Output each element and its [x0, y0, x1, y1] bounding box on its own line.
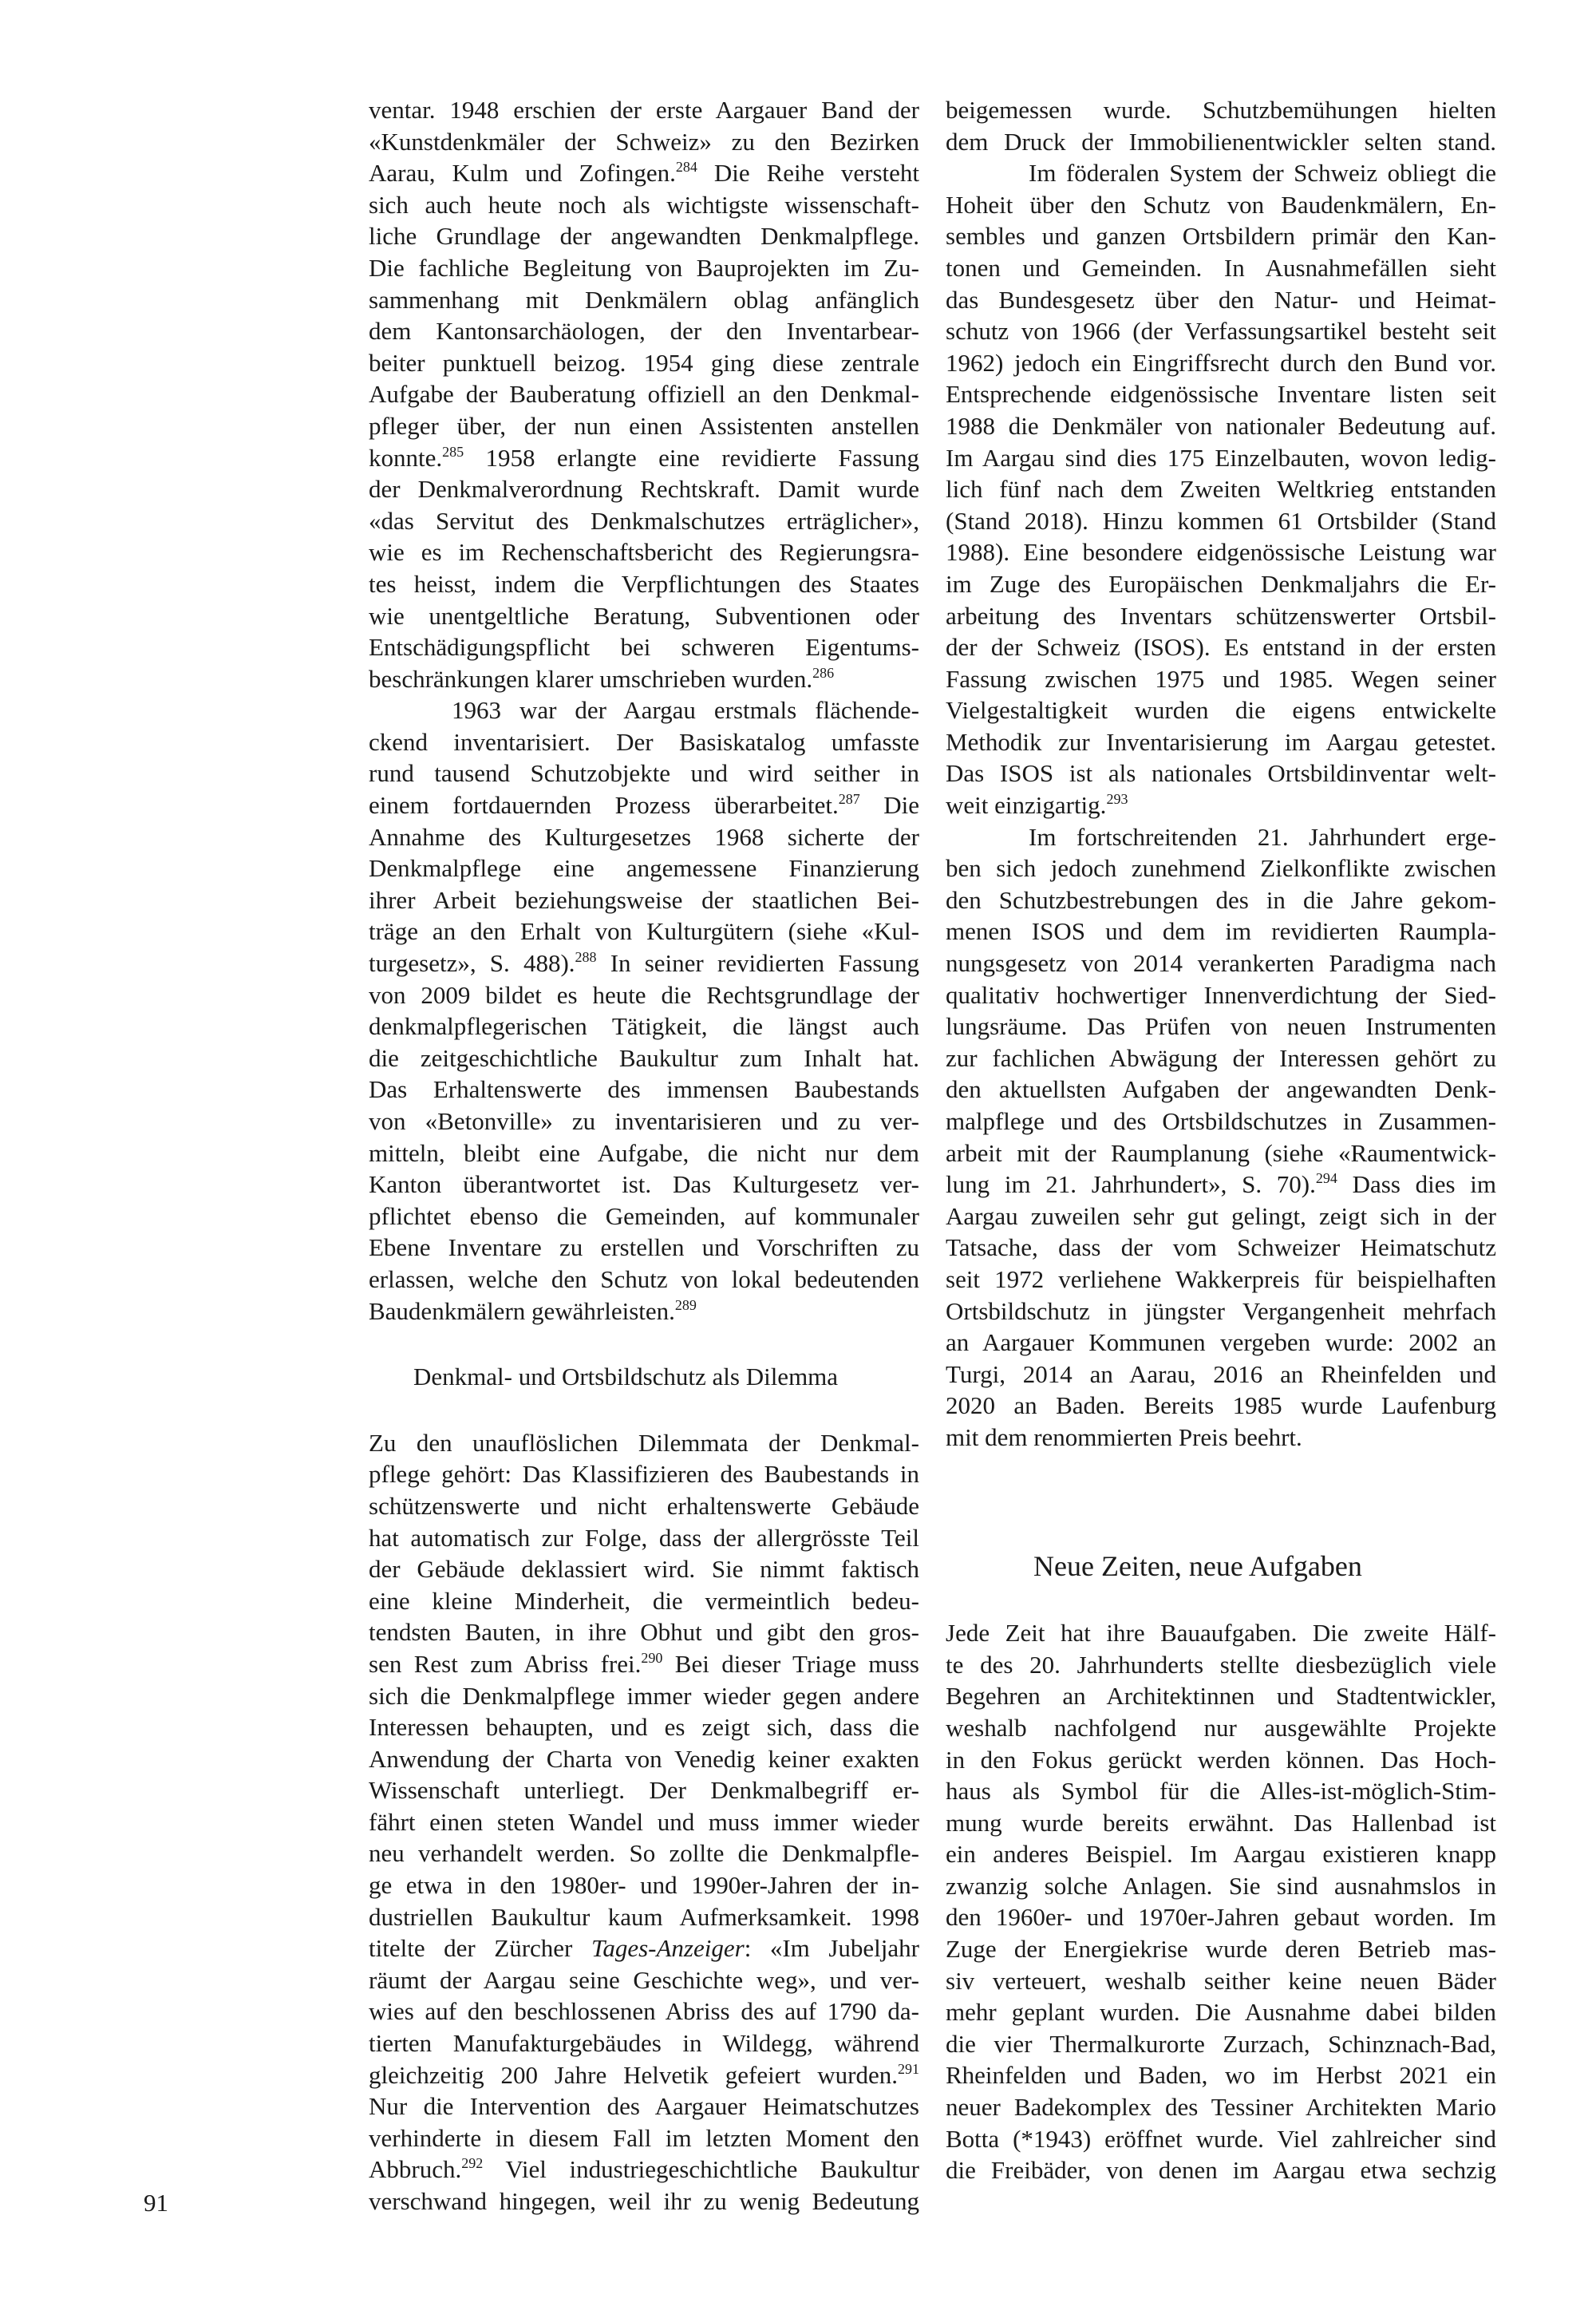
text-line — [369, 2059, 919, 2091]
text-line: siv verteuert, weshalb seither keine neuen Bäder — [946, 1966, 1496, 1995]
text-line: sembles und ganzen Ortsbildern primär den Kan- — [946, 222, 1496, 251]
text-line: sammenhang mit Denkmälern oblag anfänglich — [369, 285, 919, 314]
text-line: im Zuge des Europäischen Denkmaljahrs die Er- — [946, 569, 1496, 598]
right-text-column — [946, 94, 1496, 2186]
text-line — [369, 157, 919, 189]
text-line: ge etwa in den 1980er- und 1990er-Jahren der in- — [369, 1871, 919, 1900]
text-line: Denkmalpflege eine angemessene Finanzierung — [369, 854, 919, 883]
text-line: Turgi, 2014 an Aarau, 2016 an Rheinfelden und — [946, 1359, 1496, 1388]
text-line: Ebene Inventare zu erstellen und Vorschriften zu — [369, 1233, 919, 1262]
text-line: fährt einen steten Wandel und muss immer wieder — [369, 1807, 919, 1836]
text-line — [369, 2154, 919, 2186]
text-line: zwanzig solche Anlagen. Sie sind ausnahmslos in — [946, 1871, 1496, 1900]
text-segment: weit einzigartig. — [946, 791, 1107, 820]
text-segment: lung im 21. Jahrhundert», S. 70). — [946, 1170, 1316, 1199]
text-line — [369, 1648, 919, 1680]
text-line: tierten Manufakturgebäudes in Wildegg, während — [369, 2029, 919, 2058]
text-line: der Gebäude deklassiert wird. Sie nimmt faktisch — [369, 1555, 919, 1584]
text-line: liche Grundlage der angewandten Denkmalpflege. — [369, 222, 919, 251]
section-heading: Neue Zeiten, neue Aufgaben — [1033, 1549, 1362, 1582]
text-segment: Abbruch. — [369, 2155, 462, 2184]
paragraph — [369, 1427, 919, 2217]
text-line: Im Aargau sind dies 175 Einzelbauten, wovon ledig- — [946, 443, 1496, 472]
text-line: Das Erhaltenswerte des immensen Baubestands — [369, 1075, 919, 1104]
text-line: beigemessen wurde. Schutzbemühungen hielten — [946, 96, 1496, 124]
text-line: der der Schweiz (ISOS). Es entstand in der ersten — [946, 633, 1496, 662]
text-line: Aufgabe der Bauberatung offiziell an den Denkmal- — [369, 380, 919, 409]
text-line: Fassung zwischen 1975 und 1985. Wegen seiner — [946, 664, 1496, 693]
text-line: dem Kantonsarchäologen, der den Inventarbear- — [369, 317, 919, 346]
text-segment: Die Reihe versteht — [697, 159, 919, 188]
text-line: Ortsbildschutz in jüngster Vergangenheit mehrfach — [946, 1296, 1496, 1325]
text-line: ein anderes Beispiel. Im Aargau existieren knapp — [946, 1840, 1496, 1869]
text-line: neuer Badekomplex des Tessiner Architekten Mario — [946, 2093, 1496, 2122]
text-line: die zeitgeschichtliche Baukultur zum Inhalt hat. — [369, 1043, 919, 1072]
text-line: rund tausend Schutzobjekte und wird seither in — [369, 759, 919, 788]
text-line — [369, 663, 919, 695]
text-line — [369, 442, 919, 474]
text-line: Begehren an Architektinnen und Stadtentwickler, — [946, 1682, 1496, 1711]
footnote-ref[interactable]: 285 — [442, 443, 464, 460]
paragraph — [946, 1617, 1496, 2186]
text-line: 1988 die Denkmäler von nationaler Bedeutung auf. — [946, 411, 1496, 440]
text-segment: In seiner revidierten Fassung — [596, 949, 919, 978]
footnote-ref[interactable]: 292 — [461, 2155, 484, 2172]
text-line: Interessen behaupten, und es zeigt sich, dass die — [369, 1713, 919, 1742]
text-line: arbeit mit der Raumplanung (siehe «Raumentwick- — [946, 1138, 1496, 1167]
text-line: tonen und Gemeinden. In Ausnahmefällen sieht — [946, 253, 1496, 282]
text-line: pfleger über, der nun einen Assistenten anstellen — [369, 411, 919, 440]
text-line: Zuge der Energiekrise wurde deren Betrieb mas- — [946, 1935, 1496, 1964]
text-line: denkmalpflegerischen Tätigkeit, die längst auch — [369, 1012, 919, 1041]
text-line: erlassen, welche den Schutz von lokal bedeutenden — [369, 1264, 919, 1293]
text-line: wie es im Rechenschaftsbericht des Regierungsra- — [369, 538, 919, 567]
text-line: ckend inventarisiert. Der Basiskatalog umfasste — [369, 727, 919, 756]
text-line: 1962) jedoch ein Eingriffsrecht durch den Bund vor. — [946, 348, 1496, 377]
text-line — [369, 1932, 919, 1964]
text-line: Das ISOS ist als nationales Ortsbildinventar welt- — [946, 759, 1496, 788]
text-line: dem Druck der Immobilienentwickler selten stand. — [946, 127, 1496, 156]
paragraph — [369, 694, 919, 1327]
text-line: Rheinfelden und Baden, wo im Herbst 2021 ein — [946, 2061, 1496, 2090]
footnote-ref[interactable]: 288 — [575, 949, 597, 966]
text-line: den Schutzbestrebungen des in die Jahre gekom- — [946, 885, 1496, 914]
text-line: Nur die Intervention des Aargauer Heimatschutzes — [369, 2092, 919, 2121]
text-line: wie unentgeltliche Beratung, Subventionen oder — [369, 601, 919, 630]
text-line: räumt der Aargau seine Geschichte weg», und ver- — [369, 1965, 919, 1994]
paragraph — [946, 94, 1496, 157]
footnote-ref[interactable]: 290 — [641, 1649, 663, 1666]
left-text-column — [369, 94, 919, 2217]
text-line: Botta (*1943) eröffnet wurde. Viel zahlreicher sind — [946, 2124, 1496, 2153]
text-line: mung wurde bereits erwähnt. Das Hallenbad ist — [946, 1808, 1496, 1837]
text-segment: 1958 erlangte eine revidierte Fassung — [464, 443, 919, 472]
text-line: den aktuellsten Aufgaben der angewandten Denk- — [946, 1075, 1496, 1104]
text-line: lich fünf nach dem Zweiten Weltkrieg entstanden — [946, 475, 1496, 504]
text-segment: Viel industriegeschichtliche Baukultur — [483, 2155, 919, 2184]
text-line: te des 20. Jahrhunderts stellte diesbezüglich viele — [946, 1650, 1496, 1679]
text-line: Die fachliche Begleitung von Bauprojekten im Zu- — [369, 253, 919, 282]
text-line: Hoheit über den Schutz von Baudenkmälern, En- — [946, 190, 1496, 219]
text-line: eine kleine Minderheit, die vermeintlich bedeu- — [369, 1586, 919, 1615]
text-line: Vielgestaltigkeit wurden die eigens entwickelte — [946, 696, 1496, 725]
text-segment: : «Im Jubeljahr — [744, 1934, 919, 1963]
text-segment: einem fortdauernden Prozess überarbeitet. — [369, 791, 839, 820]
text-segment: Die — [859, 791, 919, 820]
text-line: 2020 an Baden. Bereits 1985 wurde Laufenburg — [946, 1391, 1496, 1420]
text-line: mehr geplant wurden. Die Ausnahme dabei bilden — [946, 1998, 1496, 2027]
text-segment: Baudenkmälern gewährleisten. — [369, 1296, 675, 1325]
text-line: arbeitung des Inventars schützenswerter Ortsbil- — [946, 601, 1496, 630]
text-line: verhinderte in diesem Fall im letzten Moment den — [369, 2123, 919, 2152]
text-line: von 2009 bildet es heute die Rechtsgrundlage der — [369, 980, 919, 1009]
footnote-ref[interactable]: 289 — [674, 1296, 697, 1313]
text-line: wies auf den beschlossenen Abriss des auf 1790 da- — [369, 1997, 919, 2026]
text-line: mit dem renommierten Preis beehrt. — [946, 1422, 1302, 1451]
text-line: Annahme des Kulturgesetzes 1968 sicherte der — [369, 822, 919, 851]
text-line: (Stand 2018). Hinzu kommen 61 Ortsbilder (Stand — [946, 506, 1496, 535]
text-line: der Denkmalverordnung Rechtskraft. Damit wurde — [369, 475, 919, 504]
text-line: dustriellen Baukultur kaum Aufmerksamkeit. 1998 — [369, 1902, 919, 1931]
text-line: Aargau zuweilen sehr gut gelingt, zeigt sich in der — [946, 1201, 1496, 1230]
text-line: ventar. 1948 erschien der erste Aargauer Band der — [369, 96, 919, 124]
text-line: Methodik zur Inventarisierung im Aargau getestet. — [946, 727, 1496, 756]
text-line: nungsgesetz von 2014 verankerten Paradigma nach — [946, 949, 1496, 978]
text-line: Wissenschaft unterliegt. Der Denkmalbegriff er- — [369, 1776, 919, 1805]
text-line: Entsprechende eidgenössische Inventare listen seit — [946, 380, 1496, 409]
text-line: die vier Thermalkurorte Zurzach, Schinznach-Bad, — [946, 2029, 1496, 2058]
footnote-ref[interactable]: 294 — [1315, 1170, 1337, 1187]
text-line: Anwendung der Charta von Venedig keiner exakten — [369, 1744, 919, 1773]
text-line: Entschädigungspflicht bei schweren Eigentums- — [369, 633, 919, 662]
text-line: qualitativ hochwertiger Innenverdichtung der Sied- — [946, 980, 1496, 1009]
text-line: Im föderalen System der Schweiz obliegt die — [1029, 159, 1496, 188]
text-line: «das Servitut des Denkmalschutzes erträglicher», — [369, 506, 919, 535]
text-line: die Freibäder, von denen im Aargau etwa sechzig — [946, 2156, 1496, 2185]
text-line: Jede Zeit hat ihre Bauaufgaben. Die zweite Hälf- — [946, 1619, 1496, 1648]
text-line: zur fachlichen Abwägung der Interessen gehört zu — [946, 1043, 1496, 1072]
footnote-ref[interactable]: 286 — [812, 664, 835, 681]
text-line: Im fortschreitenden 21. Jahrhundert erge- — [1029, 822, 1496, 851]
text-line: menen ISOS und dem im revidierten Raumpla- — [946, 917, 1496, 946]
text-segment: titelte der Zürcher — [369, 1934, 591, 1963]
text-segment: konnte. — [369, 443, 443, 472]
text-line: das Bundesgesetz über den Natur- und Heimat- — [946, 285, 1496, 314]
section-heading: Denkmal- und Ortsbildschutz als Dilemma — [413, 1363, 839, 1391]
paragraph — [946, 157, 1496, 821]
text-line — [946, 1169, 1496, 1201]
text-line: seit 1972 verliehene Wakkerpreis für beispielhaften — [946, 1264, 1496, 1293]
paragraph — [946, 821, 1496, 1454]
text-line: hat automatisch zur Folge, dass der allergrösste Teil — [369, 1523, 919, 1552]
text-line: weshalb nachfolgend nur ausgewählte Projekte — [946, 1713, 1496, 1742]
text-line: ben sich jedoch zunehmend Zielkonflikte zwischen — [946, 854, 1496, 883]
text-line — [369, 1295, 919, 1327]
text-line: lungsräume. Das Prüfen von neuen Instrumenten — [946, 1012, 1496, 1041]
text-line: mitteln, bleibt eine Aufgabe, die nicht nur dem — [369, 1138, 919, 1167]
text-line: 1988). Eine besondere eidgenössische Leistung war — [946, 538, 1496, 567]
text-line: an Aargauer Kommunen vergeben wurde: 2002 an — [946, 1328, 1496, 1357]
text-line: sich auch heute noch als wichtigste wissenschaft- — [369, 190, 919, 219]
text-line — [369, 789, 919, 821]
footnote-ref[interactable]: 284 — [675, 159, 697, 176]
text-line: Kanton überantwortet ist. Das Kulturgesetz ver- — [369, 1170, 919, 1199]
text-segment: beschränkungen klarer umschrieben wurden. — [369, 664, 813, 693]
text-line: pflichtet ebenso die Gemeinden, auf kommunaler — [369, 1201, 919, 1230]
text-line: Zu den unauflöslichen Dilemmata der Denkmal- — [369, 1428, 919, 1457]
text-segment: Dass dies im — [1337, 1170, 1497, 1199]
text-line: den 1960er- und 1970er-Jahren gebaut worden. Im — [946, 1903, 1496, 1932]
text-segment: sen Rest zum Abriss frei. — [369, 1649, 642, 1678]
text-line: schutz von 1966 (der Verfassungsartikel besteht seit — [946, 317, 1496, 346]
text-line: beiter punktuell beizog. 1954 ging diese zentrale — [369, 348, 919, 377]
text-line: tendsten Bauten, in ihre Obhut und gibt den gros- — [369, 1618, 919, 1647]
text-line: malpflege und des Ortsbildschutzes in Zusammen- — [946, 1107, 1496, 1135]
text-line: in den Fokus gerückt werden können. Das Hoch- — [946, 1745, 1496, 1774]
text-line: neu verhandelt werden. So zollte die Denkmalpfle- — [369, 1839, 919, 1868]
text-line — [946, 789, 1496, 821]
text-line: Tatsache, dass der vom Schweizer Heimatschutz — [946, 1233, 1496, 1262]
footnote-ref[interactable]: 291 — [898, 2060, 919, 2077]
text-line: sich die Denkmalpflege immer wieder gegen andere — [369, 1681, 919, 1710]
text-segment: gleichzeitig 200 Jahre Helvetik gefeiert wurden. — [369, 2060, 898, 2089]
footnote-ref[interactable]: 293 — [1106, 791, 1128, 808]
text-line: haus als Symbol für die Alles-ist-möglich-Stim- — [946, 1777, 1496, 1806]
page-number: 91 — [144, 2189, 168, 2217]
text-line: verschwand hingegen, weil ihr zu wenig Bedeutung — [369, 2187, 919, 2215]
text-segment: Aarau, Kulm und Zofingen. — [369, 159, 676, 188]
text-line: tes heisst, indem die Verpflichtungen des Staates — [369, 569, 919, 598]
text-line: schützenswerte und nicht erhaltenswerte Gebäude — [369, 1491, 919, 1520]
newspaper-title: Tages-Anzeiger — [591, 1934, 745, 1963]
text-segment: Bei dieser Triage muss — [662, 1649, 919, 1678]
text-line: von «Betonville» zu inventarisieren und zu ver- — [369, 1107, 919, 1135]
text-line: 1963 war der Aargau erstmals flächende- — [452, 696, 919, 725]
paragraph — [369, 94, 919, 694]
text-line: träge an den Erhalt von Kulturgütern (siehe «Kul- — [369, 917, 919, 946]
text-line: pflege gehört: Das Klassifizieren des Baubestands in — [369, 1460, 919, 1489]
text-line: ihrer Arbeit beziehungsweise der staatlichen Bei- — [369, 885, 919, 914]
text-segment: turgesetz», S. 488). — [369, 949, 575, 978]
text-line — [369, 947, 919, 979]
text-line: «Kunstdenkmäler der Schweiz» zu den Bezirken — [369, 127, 919, 156]
footnote-ref[interactable]: 287 — [838, 791, 860, 808]
